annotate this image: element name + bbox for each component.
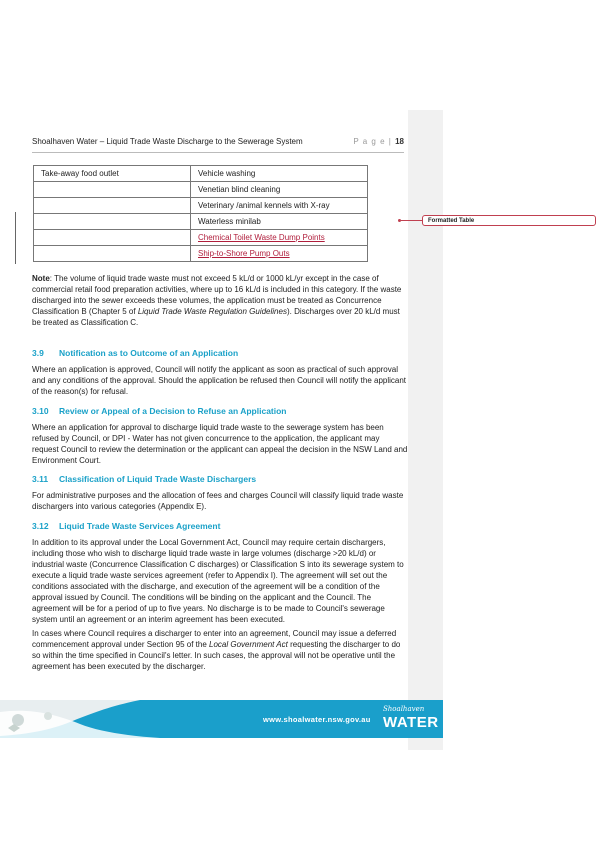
comment-balloon[interactable]: Formatted Table <box>422 215 596 226</box>
page-label: P a g e | <box>353 137 392 146</box>
section-number: 3.10 <box>32 406 49 416</box>
paragraph-text-end: requesting the discharger to do so within the time specified in Council's letter. In such cases, the approval will not be operative until the agreement has been executed by the discharger. <box>32 640 401 671</box>
markup-pane <box>408 110 443 750</box>
section-title: Review or Appeal of a Decision to Refuse an Application <box>59 406 287 416</box>
page-number-value: 18 <box>395 137 404 146</box>
note-label: Note <box>32 274 50 283</box>
table-row <box>34 198 368 214</box>
table-cell <box>191 230 368 246</box>
footer-url[interactable]: www.shoalwater.nsw.gov.au <box>263 715 371 724</box>
section-heading <box>32 474 256 484</box>
section-heading <box>32 348 238 358</box>
table-row <box>34 166 368 182</box>
section-number: 3.12 <box>32 521 49 531</box>
page-footer-banner <box>0 700 443 738</box>
chemical-toilet-link[interactable]: Chemical Toilet Waste Dump Points <box>198 233 325 242</box>
section-paragraph: For administrative purposes and the allocation of fees and charges Council will classify liquid trade waste dischargers into various categories (Appendix E). <box>32 491 404 511</box>
table-cell <box>34 182 191 198</box>
table-cell <box>191 246 368 262</box>
ship-to-shore-link[interactable]: Ship-to-Shore Pump Outs <box>198 249 290 258</box>
trade-waste-table <box>33 165 368 262</box>
wave-decoration-icon <box>0 700 260 738</box>
section-heading <box>32 521 220 531</box>
section-paragraph <box>32 628 408 672</box>
note-paragraph <box>32 273 408 328</box>
section-number: 3.9 <box>32 348 44 358</box>
header-title: Shoalhaven Water – Liquid Trade Waste Discharge to the Sewerage System <box>32 137 303 146</box>
section-heading <box>32 406 287 416</box>
table-cell: Take-away food outlet <box>34 166 191 182</box>
table-cell <box>34 230 191 246</box>
table-row <box>34 214 368 230</box>
section-title: Classification of Liquid Trade Waste Dischargers <box>59 474 257 484</box>
paragraph-italic: Local Government Act <box>209 640 288 649</box>
section-paragraph: In addition to its approval under the Local Government Act, Council may require certain dischargers, including those who wish to discharge liquid trade waste in large volumes (discharge >20 kL/d) or industrial waste (Concurrence Classification C discharges) or Classification S into its sewerage system to execute a liquid trade waste services agreement (refer to Appendix I). The agreement will set out the conditions associated with the discharge, and execution of the agreement will be a condition of the approval issued by Council. The conditions will be binding on the applicant and the Council. The agreement will be for a period of up to five years. No discharge is to be made to Council's sewerage system until an agreement or an interim agreement has been executed. <box>32 538 404 624</box>
table-cell: Venetian blind cleaning <box>191 182 368 198</box>
table-cell: Veterinary /animal kennels with X-ray <box>191 198 368 214</box>
shoalhaven-logo-script: Shoalhaven <box>383 705 425 713</box>
section-title: Liquid Trade Waste Services Agreement <box>59 521 221 531</box>
section-title: Notification as to Outcome of an Application <box>59 348 239 358</box>
change-bar <box>15 212 16 264</box>
note-text-end: ). Discharges over 20 kL/d must be treated as Classification C. <box>32 307 400 327</box>
table-cell: Vehicle washing <box>191 166 368 182</box>
page-number <box>353 137 404 146</box>
comment-connector <box>401 220 423 221</box>
table-cell <box>34 246 191 262</box>
table-cell <box>34 198 191 214</box>
section-number: 3.11 <box>32 474 49 484</box>
water-logo: WATER <box>383 714 439 731</box>
table-row <box>34 246 368 262</box>
table-row <box>34 182 368 198</box>
section-paragraph: Where an application for approval to discharge liquid trade waste to the sewerage system has been refused by Council, or DPI - Water has not given concurrence to the application, the applicant may request Council to review the determination or the applicant can appeal the decision in the NSW Land and Environment Court. <box>32 423 408 465</box>
table-cell: Waterless minilab <box>191 214 368 230</box>
table-row <box>34 230 368 246</box>
header-rule <box>32 152 404 153</box>
section-paragraph: Where an application is approved, Council will notify the applicant as soon as practical of such approval and any conditions of the approval. Should the application be refused then Council will notify the applicant of the reason(s) for refusal. <box>32 365 407 396</box>
paragraph-text: In cases where Council requires a discharger to enter into an agreement, Council may issue a deferred commencement approval under Section 95 of the <box>32 629 397 649</box>
note-italic: Liquid Trade Waste Regulation Guidelines <box>137 307 287 316</box>
note-text: : The volume of liquid trade waste must not exceed 5 kL/d or 1000 kL/yr except in the case of commercial retail food preparation activities, where up to 16 kL/d is included in this category. If the waste discharged into the sewer exceeds these volumes, the application must be treated as Concurrence Classification B (Chapter 5 of <box>32 274 402 316</box>
table-cell <box>34 214 191 230</box>
